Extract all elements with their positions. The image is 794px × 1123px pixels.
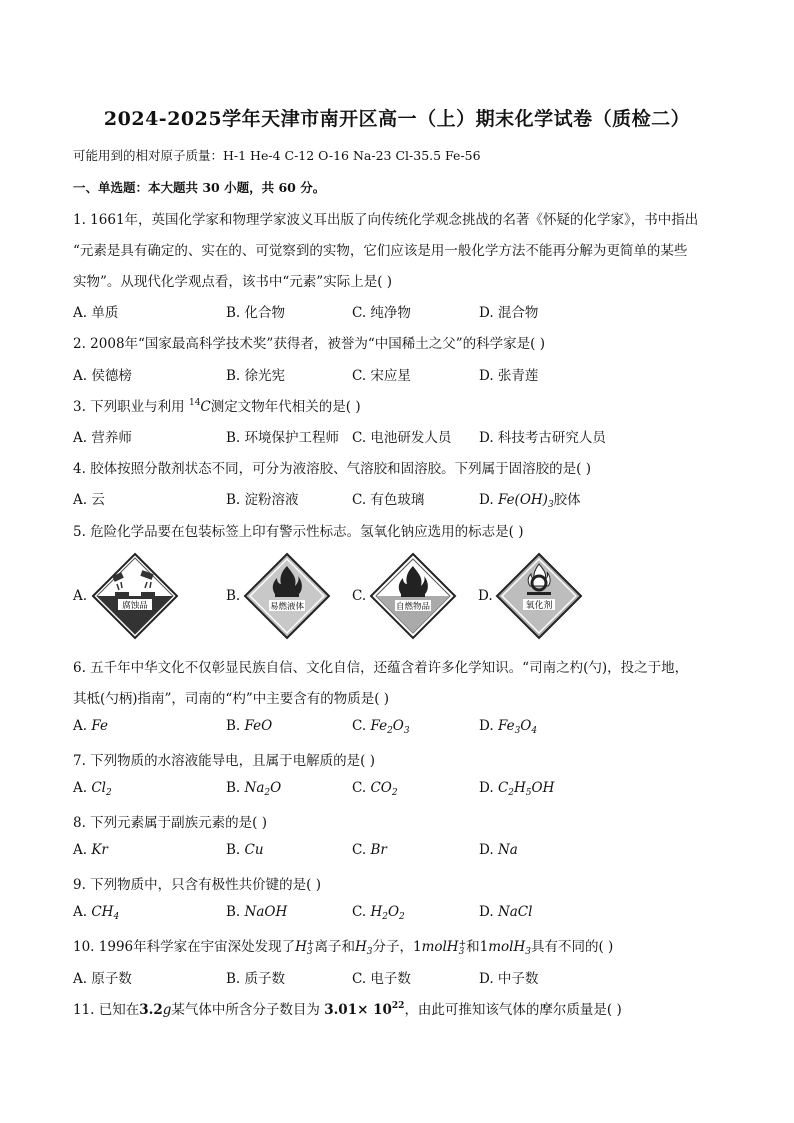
q3-text-pre: 3. 下列职业与利用 (73, 399, 189, 415)
q11-pre: 11. 已知在 (73, 1002, 140, 1018)
q9-option-c[interactable] (352, 904, 405, 922)
q9-c-s1: 2 (382, 912, 388, 922)
q9-a-formula: CH (91, 904, 114, 920)
q6-a-formula: Fe (91, 718, 108, 734)
q8-c-formula: Br (370, 842, 387, 858)
q8-a-prefix: A. (73, 842, 92, 858)
q4-d-prefix: D. (479, 492, 498, 508)
q8-option-b[interactable] (226, 842, 264, 858)
q6-d-prefix: D. (479, 718, 498, 734)
q9-c-s2: 2 (399, 912, 405, 922)
q11-exponent: 22 (391, 1001, 405, 1011)
q6-b-prefix: B. (226, 718, 245, 734)
q3-isotope-mass: 14 (188, 398, 201, 408)
q11-unit: g (162, 1002, 172, 1018)
q2-option-a[interactable]: A. 侯德榜 (73, 368, 132, 384)
q9-line1: 9. 下列物质中，只含有极性共价键的是( ) (73, 877, 321, 893)
q6-d-f2: O (520, 718, 532, 734)
q7-a-sub: 2 (106, 788, 112, 798)
flame-icon (243, 552, 331, 640)
q10-mol1-sup: + (458, 938, 467, 949)
q9-option-b[interactable] (226, 904, 287, 920)
q7-a-formula: Cl (91, 780, 106, 796)
q4-d-subscript: 3 (547, 500, 554, 510)
q7-d-prefix: D. (479, 780, 498, 796)
oxidizer-sign[interactable] (495, 552, 583, 640)
q3-option-d[interactable]: D. 科技考古研究人员 (479, 430, 606, 446)
q4-d-formula: Fe(OH) (497, 492, 548, 508)
q10-h2-sub: 3 (366, 947, 373, 957)
q1-line1: 1. 1661年，英国化学家和物理学家波义耳出版了向传统化学观念挑战的名著《怀疑的化学家》，书中指出 (73, 212, 699, 228)
q10-option-d[interactable]: D. 中子数 (479, 971, 539, 987)
q9-c-prefix: C. (352, 904, 371, 920)
corrosive-sign-text: 腐蚀品 (122, 601, 148, 611)
q3-isotope-symbol: C (200, 399, 211, 415)
q7-a-prefix: A. (73, 780, 92, 796)
q7-line1: 7. 下列物质的水溶液能导电，且属于电解质的是( ) (73, 753, 375, 769)
q8-option-c[interactable] (352, 842, 387, 858)
q8-a-formula: Kr (91, 842, 108, 858)
q5-option-d-label[interactable]: D. (478, 588, 493, 604)
q7-c-formula: CO (370, 780, 392, 796)
q10-mol2: molH (488, 939, 526, 955)
q7-b-f2: O (270, 780, 282, 796)
spontaneous-combustion-sign-text: 自燃物品 (395, 602, 431, 612)
q2-option-d[interactable]: D. 张青莲 (479, 368, 539, 384)
q1-option-a[interactable]: A. 单质 (73, 305, 119, 321)
q11-mass: 3.2 (139, 1002, 163, 1018)
section-heading-text: 一、单选题：本大题共 30 小题，共 60 分。 (73, 180, 326, 195)
q10-h1-sup: + (306, 938, 315, 949)
q7-c-prefix: C. (352, 780, 371, 796)
q6-line1: 6. 五千年中华文化不仅彰显民族自信、文化自信，还蕴含着许多化学知识。“司南之杓(勺)，投之于地， (73, 660, 689, 676)
q6-c-f2: O (392, 718, 404, 734)
q7-c-sub: 2 (391, 788, 398, 798)
q6-c-s2: 3 (403, 726, 410, 736)
q6-d-f1: Fe (497, 718, 515, 734)
q1-line3: 实物”。从现代化学观点看，该书中“元素”实际上是( ) (73, 274, 393, 290)
q10-mid2: 分子， (372, 939, 413, 955)
q7-b-prefix: B. (226, 780, 245, 796)
q4-option-b[interactable]: B. 淀粉溶液 (226, 492, 299, 508)
q9-c-f1: H (370, 904, 383, 920)
q11-number: 3.01× 10 (324, 1002, 392, 1018)
q6-c-s1: 2 (387, 726, 393, 736)
q4-option-a[interactable]: A. 云 (73, 492, 105, 508)
q9-c-f2: O (387, 904, 400, 920)
q7-option-c[interactable] (352, 780, 398, 798)
q6-option-a[interactable] (73, 718, 108, 734)
q8-option-d[interactable] (479, 842, 518, 858)
q1-option-c[interactable]: C. 纯净物 (352, 305, 411, 321)
q10-mol1-sub: 3 (458, 946, 465, 957)
q8-b-formula: Cu (244, 842, 264, 858)
q3-line1 (73, 395, 361, 415)
q6-option-c[interactable] (352, 718, 410, 736)
q10-line1 (73, 935, 613, 957)
q10-h1-sub: 3 (306, 946, 313, 957)
q6-line2: 其柢(勺柄)指南”，司南的“杓”中主要含有的物质是( ) (73, 691, 390, 707)
q1-line2: “元素是具有确定的、实在的、可觉察到的实物，它们应该是用一般化学方法不能再分解为更简单的某些 (73, 243, 688, 259)
q4-d-suffix: 胶体 (553, 492, 581, 508)
q9-a-sub: 4 (113, 912, 120, 922)
q10-pre: 10. 1996年科学家在宇宙深处发现了 (73, 939, 296, 955)
q9-b-formula: NaOH (244, 904, 288, 920)
q8-b-prefix: B. (226, 842, 245, 858)
q3-option-a[interactable]: A. 营养师 (73, 430, 132, 446)
flame-over-circle-icon (495, 552, 583, 640)
q10-mol2-sub: 3 (525, 947, 531, 957)
q6-option-d[interactable] (479, 718, 537, 736)
q10-mol1-scripts (459, 940, 467, 956)
q10-one1: 1 (412, 939, 422, 955)
q7-option-b[interactable] (226, 780, 281, 798)
q8-option-a[interactable] (73, 842, 108, 858)
q9-option-d[interactable] (479, 904, 532, 920)
flammable-liquid-sign-text: 易燃液体 (269, 602, 305, 612)
q3-option-b[interactable]: B. 环境保护工程师 (226, 430, 340, 446)
q6-d-s2: 4 (531, 726, 538, 736)
q8-d-formula: Na (497, 842, 518, 858)
q6-c-f1: Fe (370, 718, 388, 734)
q6-b-formula: FeO (244, 718, 273, 734)
corrosive-sign[interactable] (91, 552, 179, 640)
q9-d-prefix: D. (479, 904, 498, 920)
q10-mol1: molH (421, 939, 459, 955)
q4-line1: 4. 胶体按照分散剂状态不同，可分为液溶胶、气溶胶和固溶胶。下列属于固溶胶的是( ) (73, 461, 591, 477)
q7-d-f3: OH (531, 780, 555, 796)
q5-option-c-label[interactable]: C. (352, 588, 367, 604)
q11-line1 (73, 998, 622, 1018)
q7-option-d[interactable] (479, 780, 554, 798)
q7-option-a[interactable] (73, 780, 112, 798)
q6-d-s1: 3 (514, 726, 521, 736)
atomic-masses: 可能用到的相对原子质量：H-1 He-4 C-12 O-16 Na-23 Cl-35.5 Fe-56 (73, 148, 481, 163)
q8-line1: 8. 下列元素属于副族元素的是( ) (73, 815, 267, 831)
q10-option-a[interactable]: A. 原子数 (73, 971, 132, 987)
q5-option-b-label[interactable]: B. (226, 588, 241, 604)
q10-mid1: 离子和 (314, 939, 355, 955)
q2-option-b[interactable]: B. 徐光宪 (226, 368, 286, 384)
q7-d-f2: H (514, 780, 526, 796)
q10-option-b[interactable]: B. 质子数 (226, 971, 286, 987)
q9-d-formula: NaCl (497, 904, 533, 920)
q10-option-c[interactable]: C. 电子数 (352, 971, 411, 987)
oxidizer-sign-text: 氧化剂 (525, 601, 553, 611)
flammable-liquid-sign[interactable] (243, 552, 331, 640)
flame-icon-2 (369, 552, 457, 640)
q3-option-c[interactable]: C. 电池研发人员 (352, 430, 452, 446)
q6-a-prefix: A. (73, 718, 92, 734)
q9-b-prefix: B. (226, 904, 245, 920)
q2-option-c[interactable]: C. 宋应星 (352, 368, 411, 384)
q1-option-b[interactable]: B. 化合物 (226, 305, 286, 321)
q10-h1: H (295, 939, 307, 955)
q3-text-post: 测定文物年代相关的是( ) (210, 399, 361, 415)
q2-line1: 2. 2008年“国家最高科学技术奖”获得者，被誉为“中国稀土之父”的科学家是( ) (73, 336, 545, 352)
q10-one2: 1 (479, 939, 489, 955)
q5-line1: 5. 危险化学品要在包装标签上印有警示性标志。氢氧化钠应选用的标志是( ) (73, 524, 524, 540)
q7-d-s2: 5 (525, 788, 532, 798)
hazard-sign-options (73, 552, 593, 640)
q7-b-f1: Na (244, 780, 265, 796)
q6-option-b[interactable] (226, 718, 272, 734)
q7-b-sub: 2 (264, 788, 271, 798)
q7-d-f1: C (497, 780, 509, 796)
q6-c-prefix: C. (352, 718, 371, 734)
q10-h2: H (354, 939, 367, 955)
section-heading (73, 178, 325, 196)
corrosive-icon (91, 552, 179, 640)
q4-option-d[interactable] (479, 488, 581, 510)
exam-title: 2024-2025学年天津市南开区高一（上）期末化学试卷（质检二） (103, 108, 691, 130)
q10-and: 和 (466, 939, 480, 955)
q8-c-prefix: C. (352, 842, 371, 858)
q1-option-d[interactable]: D. 混合物 (479, 305, 539, 321)
q10-post: 具有不同的( ) (531, 939, 614, 955)
q9-a-prefix: A. (73, 904, 92, 920)
spontaneous-combustion-sign[interactable] (369, 552, 457, 640)
q9-option-a[interactable] (73, 904, 119, 922)
q5-option-a-label[interactable]: A. (73, 588, 88, 604)
q11-mid: 某气体中所含分子数目为 (171, 1002, 325, 1018)
q4-option-c[interactable]: C. 有色玻璃 (352, 492, 425, 508)
q8-d-prefix: D. (479, 842, 498, 858)
q7-d-s1: 2 (508, 788, 515, 798)
q11-post: ，由此可推知该气体的摩尔质量是( ) (404, 1002, 622, 1018)
